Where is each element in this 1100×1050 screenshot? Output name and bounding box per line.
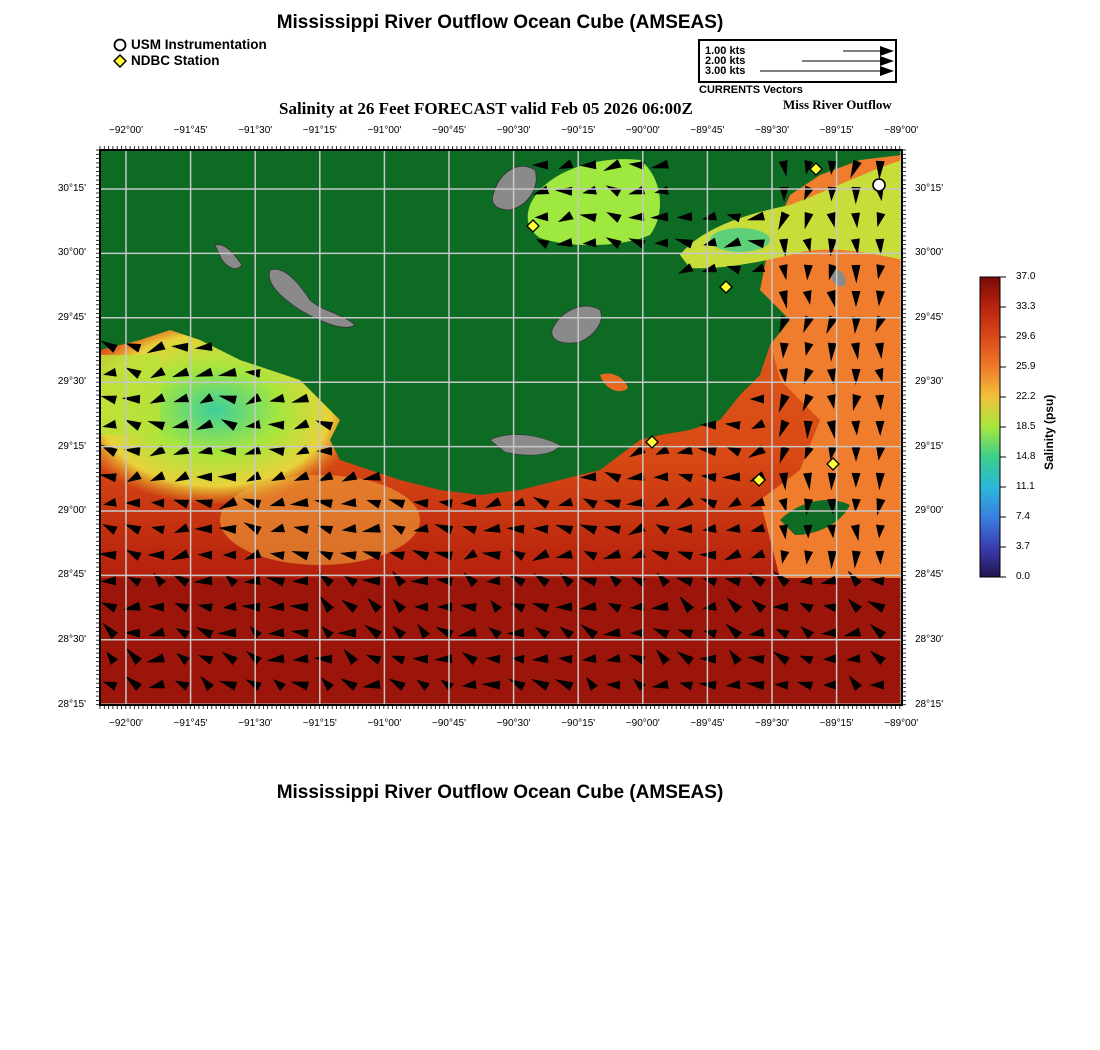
lat-tick-label: 28°15' bbox=[57, 699, 86, 710]
lon-tick-label: −89°30' bbox=[755, 125, 789, 136]
legend-usm-label: USM Instrumentation bbox=[131, 37, 267, 52]
vector-key-row: 3.00 kts bbox=[705, 65, 746, 77]
lat-tick-label: 29°30' bbox=[915, 376, 944, 388]
lat-tick-label: 28°45' bbox=[57, 569, 86, 581]
colorbar-tick-label: 18.5 bbox=[1016, 421, 1036, 432]
page-title: Mississippi River Outflow Ocean Cube (AMSEAS) bbox=[276, 12, 724, 33]
lat-tick-label: 30°00' bbox=[57, 247, 86, 259]
lon-tick-label: −90°00' bbox=[625, 718, 660, 729]
usm-instrument[interactable] bbox=[873, 179, 885, 191]
vector-key-caption: CURRENTS Vectors bbox=[699, 84, 803, 96]
colorbar-tick-label: 22.2 bbox=[1016, 391, 1036, 402]
lat-tick-label: 28°45' bbox=[915, 569, 944, 581]
lon-tick-label: −90°30' bbox=[496, 718, 531, 729]
lon-tick-label: −89°15' bbox=[819, 125, 854, 136]
vector-key-row: 2.00 kts bbox=[705, 55, 746, 67]
lon-tick-label: −90°15' bbox=[561, 718, 596, 729]
legend-ndbc-label: NDBC Station bbox=[131, 53, 220, 68]
lat-tick-label: 29°30' bbox=[57, 376, 86, 388]
lat-tick-label: 28°30' bbox=[915, 633, 944, 645]
colorbar-tick-label: 11.1 bbox=[1016, 481, 1035, 492]
lon-tick-label: −89°15' bbox=[819, 718, 854, 729]
lon-tick-label: −90°30' bbox=[496, 125, 531, 136]
colorbar-tick-label: 3.7 bbox=[1016, 541, 1030, 552]
lon-tick-label: −92°00' bbox=[109, 125, 143, 136]
lat-tick-label: 30°00' bbox=[915, 247, 944, 259]
lat-tick-label: 29°00' bbox=[57, 505, 86, 516]
lat-tick-label: 29°15' bbox=[915, 440, 944, 452]
lon-tick-label: −91°00' bbox=[367, 125, 402, 136]
lon-tick-label: −90°45' bbox=[432, 718, 466, 729]
lon-tick-label: −89°00' bbox=[884, 718, 919, 729]
lat-tick-label: 28°15' bbox=[915, 699, 944, 710]
lon-tick-label: −91°30' bbox=[238, 125, 273, 136]
colorbar-tick-label: 37.0 bbox=[1016, 271, 1036, 282]
lat-tick-label: 29°45' bbox=[915, 311, 944, 323]
lon-tick-label: −89°45' bbox=[690, 125, 725, 136]
lon-tick-label: −92°00' bbox=[109, 718, 143, 729]
lon-tick-label: −91°15' bbox=[302, 125, 337, 136]
lon-tick-label: −89°00' bbox=[884, 125, 919, 136]
lon-tick-label: −91°15' bbox=[302, 718, 337, 729]
colorbar-tick-label: 7.4 bbox=[1016, 511, 1030, 522]
lat-tick-label: 29°15' bbox=[57, 440, 86, 452]
lon-tick-label: −90°15' bbox=[561, 125, 596, 136]
colorbar-tick-label: 33.3 bbox=[1016, 301, 1036, 312]
lat-tick-label: 30°15' bbox=[57, 183, 86, 194]
lat-tick-label: 29°45' bbox=[57, 311, 86, 323]
lon-tick-label: −89°45' bbox=[690, 718, 725, 729]
lon-tick-label: −91°45' bbox=[173, 125, 208, 136]
lon-tick-label: −90°00' bbox=[625, 125, 660, 136]
colorbar-tick-label: 0.0 bbox=[1016, 571, 1030, 582]
lon-tick-label: −91°45' bbox=[173, 718, 208, 729]
colorbar-label: Salinity (psu) bbox=[1042, 394, 1056, 470]
region-label: Miss River Outflow bbox=[783, 97, 892, 112]
colorbar bbox=[975, 272, 1015, 582]
footer-title: Mississippi River Outflow Ocean Cube (AMSEAS) bbox=[276, 782, 724, 803]
vector-key-row: 1.00 kts bbox=[705, 45, 746, 57]
map-subtitle: Salinity at 26 Feet FORECAST valid Feb 05 2026 06:00Z bbox=[279, 99, 693, 118]
lon-tick-label: −89°30' bbox=[755, 718, 789, 729]
colorbar-ramp bbox=[980, 277, 1000, 577]
lon-tick-label: −91°30' bbox=[238, 718, 273, 729]
lat-tick-label: 30°15' bbox=[915, 183, 944, 194]
colorbar-tick-label: 14.8 bbox=[1016, 451, 1036, 462]
lat-tick-label: 28°30' bbox=[57, 633, 86, 645]
map-area bbox=[70, 150, 902, 705]
colorbar-tick-label: 29.6 bbox=[1016, 331, 1036, 342]
lon-tick-label: −90°45' bbox=[432, 125, 466, 136]
lon-tick-label: −91°00' bbox=[367, 718, 402, 729]
colorbar-tick-label: 25.9 bbox=[1016, 361, 1036, 372]
lat-tick-label: 29°00' bbox=[915, 505, 944, 516]
